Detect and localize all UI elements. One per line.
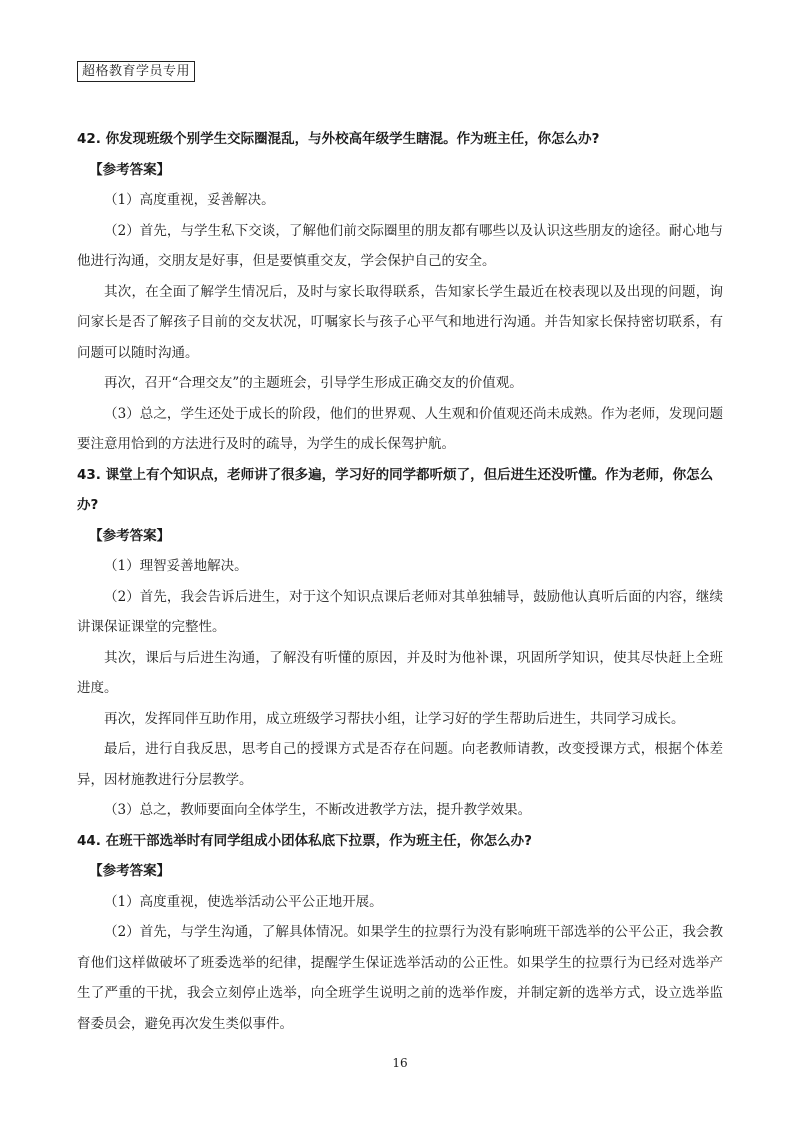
question-42 [77, 124, 723, 460]
answer-heading: 【参考答案】 [89, 161, 171, 178]
question-title: 44. 在班干部选举时有同学组成小团体私底下拉票，作为班主任，你怎么办? [77, 832, 532, 849]
question-43 [77, 460, 723, 826]
answer-paragraph: （3）总之，教师要面向全体学生，不断改进教学方法，提升教学效果。 [104, 802, 532, 818]
answer-paragraph: 其次，课后与后进生沟通，了解没有听懂的原因，并及时为他补课，巩固所学知识，使其尽快赶上全班进度。 [77, 649, 723, 696]
answer-paragraph: （2）首先，与学生沟通，了解具体情况。如果学生的拉票行为没有影响班干部选举的公平公正，我会教育他们这样做破坏了班委选举的纪律，提醒学生保证选举活动的公正性。如果学生的拉票行为已经对选举产生了严重的干扰，我会立刻停止选举，向全班学生说明之前的选举作废，并制定新的选举方式，设立选举监督委员会，避免再次发生类似事件。 [77, 924, 723, 1032]
document-body [77, 124, 723, 1039]
answer-paragraph: 其次，在全面了解学生情况后，及时与家长取得联系，告知家长学生最近在校表现以及出现的问题，询问家长是否了解孩子目前的交友状况，叮嘱家长与孩子心平气和地进行沟通。并告知家长保持密切联系，有问题可以随时沟通。 [77, 283, 723, 361]
answer-paragraph: 再次，召开“合理交友”的主题班会，引导学生形成正确交友的价值观。 [104, 375, 523, 391]
answer-paragraph: 再次，发挥同伴互助作用，成立班级学习帮扶小组，让学习好的学生帮助后进生，共同学习成长。 [104, 710, 685, 727]
answer-paragraph: （2）首先，与学生私下交谈，了解他们前交际圈里的朋友都有哪些以及认识这些朋友的途径。耐心地与他进行沟通，交朋友是好事，但是要慎重交友，学会保护自己的安全。 [77, 222, 723, 269]
answer-paragraph: （2）首先，我会告诉后进生，对于这个知识点课后老师对其单独辅导，鼓励他认真听后面的内容，继续讲课保证课堂的完整性。 [77, 588, 723, 635]
header-tag: 超格教育学员专用 [77, 61, 195, 82]
answer-heading: 【参考答案】 [89, 527, 171, 544]
question-title: 43. 课堂上有个知识点，老师讲了很多遍，学习好的同学都听烦了，但后进生还没听懂。作为老师，你怎么办? [77, 466, 714, 513]
answer-paragraph: （3）总之，学生还处于成长的阶段，他们的世界观、人生观和价值观还尚未成熟。作为老师，发现问题要注意用恰到的方法进行及时的疏导，为学生的成长保驾护航。 [77, 405, 723, 452]
answer-paragraph: 最后，进行自我反思，思考自己的授课方式是否存在问题。向老教师请教，改变授课方式，根据个体差异，因材施教进行分层教学。 [77, 741, 723, 788]
answer-paragraph: （1）高度重视，妥善解决。 [104, 192, 275, 208]
answer-paragraph: （1）理智妥善地解决。 [104, 558, 248, 574]
question-44 [77, 826, 723, 1040]
answer-paragraph: （1）高度重视，使选举活动公平公正地开展。 [104, 893, 383, 910]
question-title: 42. 你发现班级个别学生交际圈混乱，与外校高年级学生瞎混。作为班主任，你怎么办? [77, 131, 600, 147]
page-number: 16 [392, 1056, 408, 1070]
answer-heading: 【参考答案】 [89, 863, 171, 879]
